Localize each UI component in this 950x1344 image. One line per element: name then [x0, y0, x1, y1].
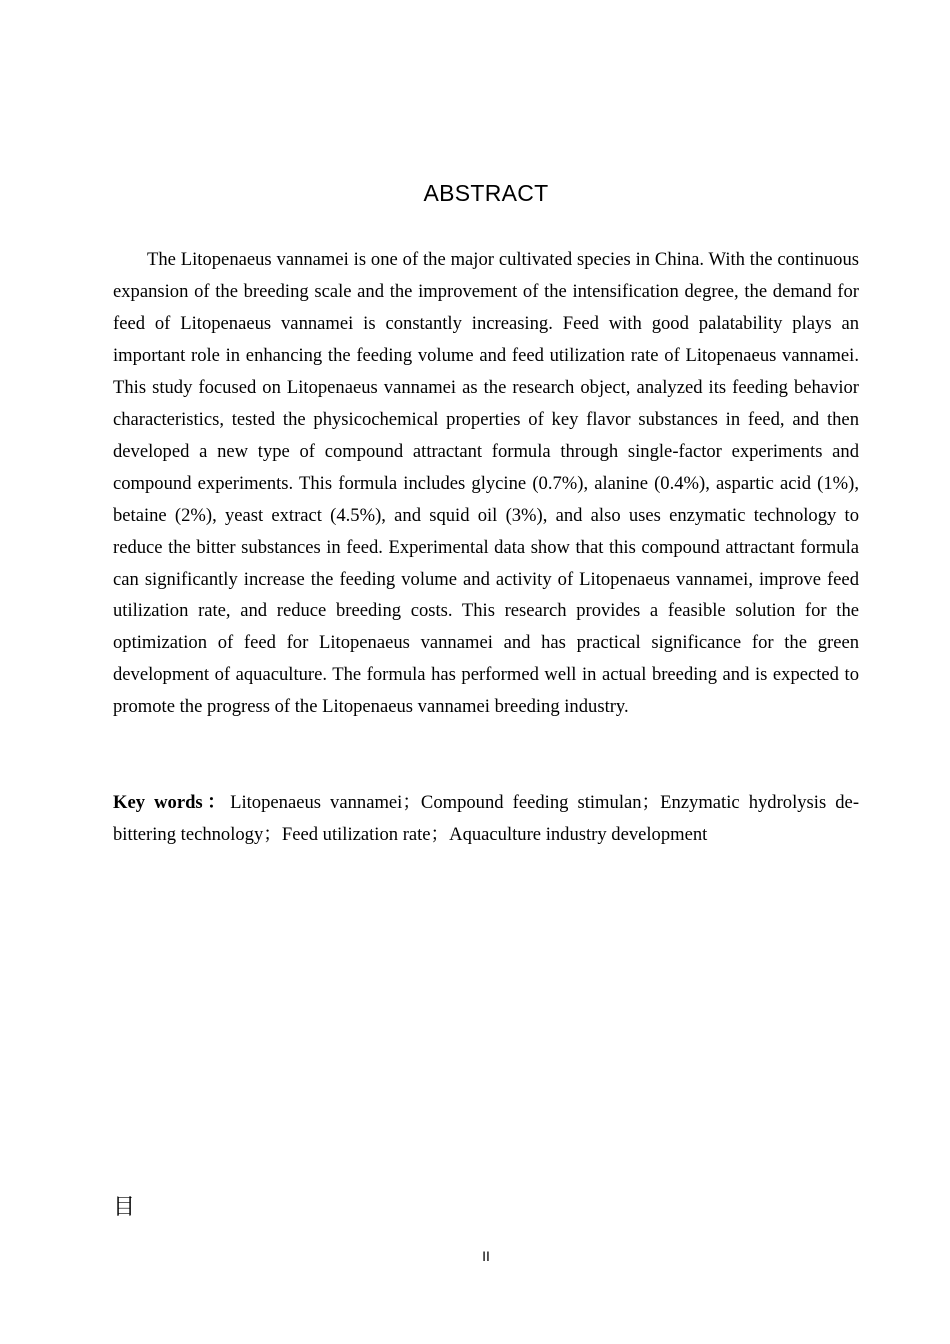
toc-heading-fragment: 目 [113, 1195, 136, 1220]
abstract-body: The Litopenaeus vannamei is one of the major cultivated species in China. With the continuous expansion of the breeding scale and the improvement of the intensification degree, the demand for feed of Litopenaeus vannamei is constantly increasing. Feed with good palatability plays an important role in enhancing the feeding volume and feed utilization rate of Litopenaeus vannamei. This study focused on Litopenaeus vannamei as the research object, analyzed its feeding behavior characteristics, tested the physicochemical properties of key flavor substances in feed, and then developed a new type of compound attractant formula through single-factor experiments and compound experiments. This formula includes glycine (0.7%), alanine (0.4%), aspartic acid (1%), betaine (2%), yeast extract (4.5%), and squid oil (3%), and also uses enzymatic technology to reduce the bitter substances in feed. Experimental data show that this compound attractant formula can significantly increase the feeding volume and activity of Litopenaeus vannamei, improve feed utilization rate, and reduce breeding costs. This research provides a feasible solution for the optimization of feed for Litopenaeus vannamei and has practical significance for the green development of aquaculture. The formula has performed well in actual breeding and is expected to promote the progress of the Litopenaeus vannamei breeding industry. [113, 249, 859, 718]
keywords-paragraph [113, 787, 859, 851]
keywords-text: Litopenaeus vannamei；Compound feeding stimulan；Enzymatic hydrolysis de-bittering technology；Feed utilization rate；Aquaculture industry development [113, 792, 860, 845]
abstract-title: ABSTRACT [423, 180, 549, 206]
keywords-label: Key words： [113, 792, 231, 813]
page-number: II [482, 1248, 490, 1264]
